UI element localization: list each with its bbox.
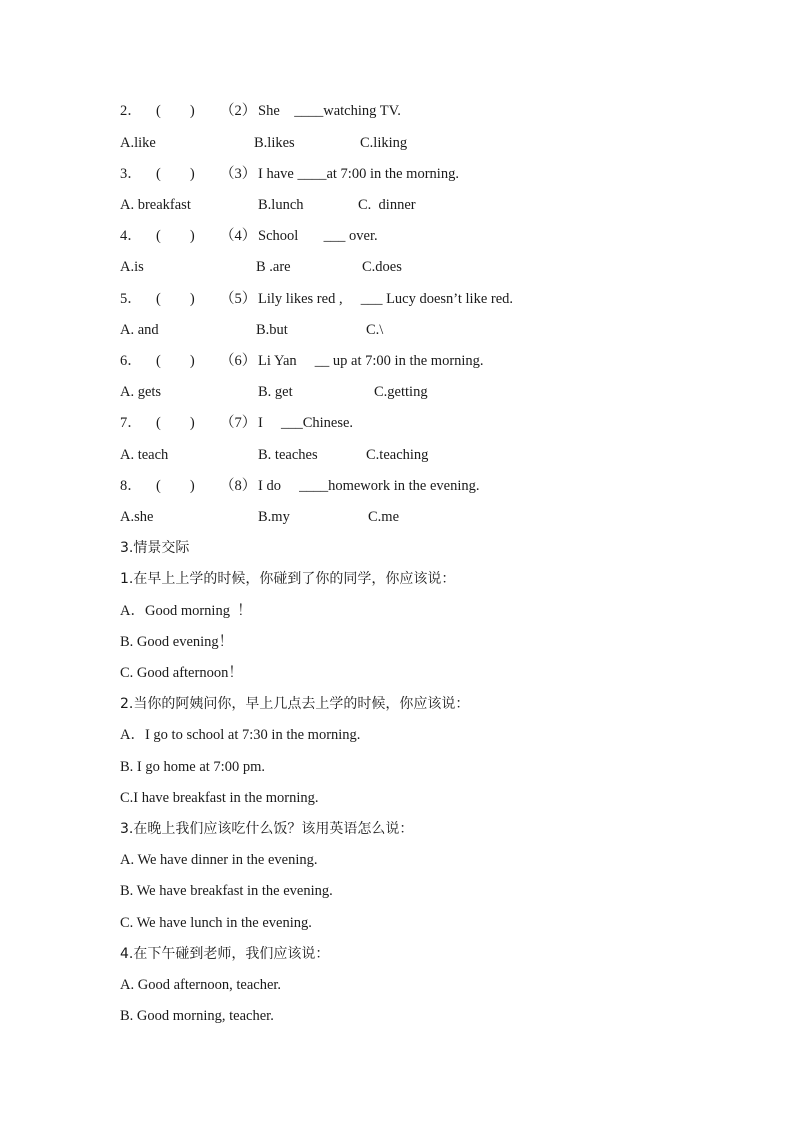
answer-b: B. Good morning, teacher. (120, 1008, 274, 1024)
answer-a: A. We have dinner in the evening. (120, 852, 318, 868)
question-number: 7． (120, 415, 142, 431)
option-a: A. and (120, 322, 159, 338)
sub-number: （6） (220, 353, 257, 369)
options-7 (120, 445, 734, 465)
question-number: 6． (120, 353, 142, 369)
options-5 (120, 320, 734, 340)
question-5 (120, 289, 734, 309)
answer-c: C. Good afternoon！ (120, 665, 243, 681)
answer-blank: ( ) (156, 478, 195, 494)
question-2 (120, 101, 734, 121)
option-b: B. get (258, 384, 293, 400)
question-text: Lily likes red , ___ Lucy doesn’t like red. (258, 291, 514, 307)
question-text: I ___Chinese. (258, 415, 354, 431)
question-number: 3． (120, 166, 142, 182)
option-c: C.liking (360, 135, 408, 151)
question-number: 5． (120, 291, 142, 307)
option-c: C. dinner (358, 197, 416, 213)
answer-b: B. I go home at 7:00 pm. (120, 759, 265, 775)
sub-number: （2） (220, 103, 257, 119)
options-3 (120, 195, 734, 215)
question-3 (120, 164, 734, 184)
answer-blank: ( ) (156, 228, 195, 244)
option-b: B.lunch (258, 197, 304, 213)
option-a: A.like (120, 135, 156, 151)
situation-question-4: 4.在下午碰到老师，我们应该说： (120, 946, 330, 962)
answer-a: A. Good afternoon, teacher. (120, 977, 282, 993)
question-number: 8． (120, 478, 142, 494)
answer-blank: ( ) (156, 415, 195, 431)
options-4 (120, 257, 734, 277)
answer-blank: ( ) (156, 291, 195, 307)
option-b: B.likes (254, 135, 295, 151)
question-text: I do ____homework in the evening. (258, 478, 480, 494)
situation-question-2: 2.当你的阿姨问你，早上几点去上学的时候，你应该说： (120, 696, 470, 712)
option-b: B. teaches (258, 447, 318, 463)
question-6 (120, 351, 734, 371)
sub-number: （3） (220, 166, 257, 182)
question-text: I have ____at 7:00 in the morning. (258, 166, 459, 182)
option-c: C.does (362, 259, 402, 275)
answer-blank: ( ) (156, 353, 195, 369)
question-text: Li Yan __ up at 7:00 in the morning. (258, 353, 484, 369)
answer-blank: ( ) (156, 166, 195, 182)
answer-b: B. Good evening！ (120, 634, 234, 650)
option-a: A. gets (120, 384, 162, 400)
question-7 (120, 413, 734, 433)
sub-number: （5） (220, 291, 257, 307)
sub-number: （8） (220, 478, 257, 494)
answer-c: C. We have lunch in the evening. (120, 915, 312, 931)
question-text: She ____watching TV. (258, 103, 401, 119)
option-c: C.teaching (366, 447, 429, 463)
question-4 (120, 226, 734, 246)
section-title: 3.情景交际 (120, 540, 190, 556)
options-8 (120, 507, 734, 527)
option-a: A. teach (120, 447, 169, 463)
answer-a: A．I go to school at 7:30 in the morning. (120, 727, 361, 743)
answer-a: A．Good morning ！ (120, 603, 252, 619)
question-number: 2． (120, 103, 142, 119)
answer-c: C.I have breakfast in the morning. (120, 790, 319, 806)
situation-question-3: 3.在晚上我们应该吃什么饭？该用英语怎么说： (120, 821, 414, 837)
answer-blank: ( ) (156, 103, 195, 119)
option-c: C.getting (374, 384, 428, 400)
sub-number: （4） (220, 228, 257, 244)
option-c: C.me (368, 509, 400, 525)
options-2 (120, 133, 734, 153)
situation-question-1: 1.在早上上学的时候，你碰到了你的同学，你应该说： (120, 571, 456, 587)
option-a: A.she (120, 509, 154, 525)
answer-b: B. We have breakfast in the evening. (120, 883, 333, 899)
option-b: B.my (258, 509, 290, 525)
option-c: C.\ (366, 322, 384, 338)
question-8 (120, 476, 734, 496)
question-text: School ___ over. (258, 228, 378, 244)
option-b: B .are (256, 259, 291, 275)
sub-number: （7） (220, 415, 257, 431)
option-a: A.is (120, 259, 144, 275)
option-a: A. breakfast (120, 197, 191, 213)
question-number: 4． (120, 228, 142, 244)
option-b: B.but (256, 322, 288, 338)
options-6 (120, 382, 734, 402)
